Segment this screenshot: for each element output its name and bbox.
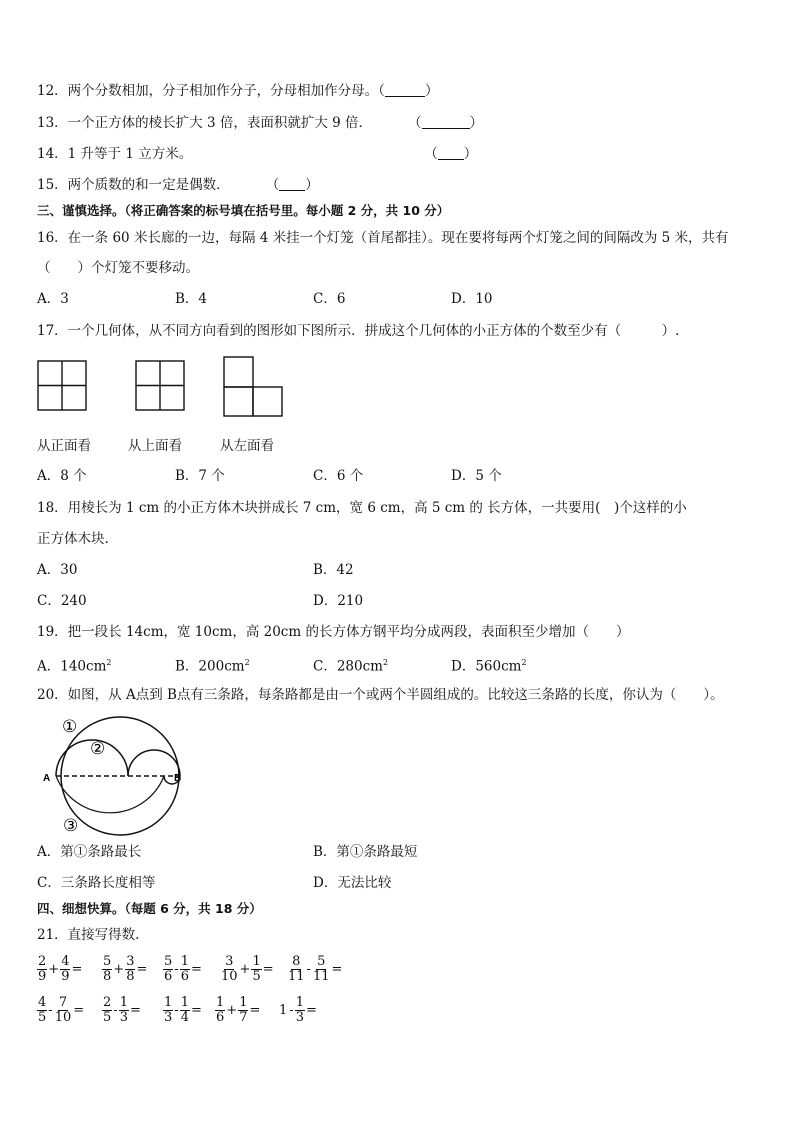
q16-option-a: A．3 bbox=[37, 291, 69, 307]
numerator: 5 bbox=[317, 954, 326, 969]
fraction bbox=[102, 955, 112, 984]
denominator: 3 bbox=[164, 1010, 173, 1025]
path-1-label: ① bbox=[62, 717, 78, 737]
denominator: 9 bbox=[38, 969, 47, 984]
path-2-label: ② bbox=[90, 739, 106, 759]
numerator: 5 bbox=[164, 954, 173, 969]
fraction bbox=[37, 996, 47, 1025]
q19-option-b: B．$200cm^2$ bbox=[175, 658, 250, 675]
operator: + bbox=[48, 962, 60, 977]
numerator: 3 bbox=[225, 954, 234, 969]
operator: - bbox=[48, 1003, 53, 1018]
q19-option-d: D．$560cm^2$ bbox=[451, 658, 527, 675]
top-view-figure bbox=[135, 360, 185, 412]
answer-blank bbox=[422, 115, 470, 129]
answer-blank bbox=[385, 83, 425, 97]
fraction bbox=[119, 996, 129, 1025]
front-view-label: 从正面看 bbox=[37, 438, 91, 454]
denominator: 5 bbox=[38, 1010, 47, 1025]
fraction bbox=[180, 996, 190, 1025]
q18-option-b: B．42 bbox=[313, 562, 354, 578]
question-18-line1: 18．用棱长为 1 cm 的小正方体木块拼成长 7 cm，宽 6 cm，高 5 cm 的 长方体，一共要用( )个这样的小 bbox=[37, 500, 687, 516]
question-19: 19．把一段长 14cm，宽 10cm，高 20cm 的长方体方钢平均分成两段，表面积至少增加（ ） bbox=[37, 624, 630, 640]
q17-option-c: C．6 个 bbox=[313, 468, 364, 484]
numerator: 1 bbox=[216, 995, 225, 1010]
question-18-line2: 正方体木块. bbox=[37, 531, 109, 547]
fraction-expression bbox=[215, 996, 261, 1025]
numerator: 1 bbox=[119, 995, 128, 1010]
fraction bbox=[163, 955, 173, 984]
q19-option-c: C．$280cm^2$ bbox=[313, 658, 389, 675]
equals-sign: = bbox=[262, 962, 274, 977]
operator: + bbox=[226, 1003, 238, 1018]
denominator: 8 bbox=[126, 969, 135, 984]
fraction-expression bbox=[278, 996, 318, 1025]
q17-option-a: A．8 个 bbox=[37, 468, 87, 484]
numerator: 4 bbox=[61, 954, 70, 969]
numerator: 5 bbox=[103, 954, 112, 969]
fraction-expression bbox=[163, 996, 203, 1025]
denominator: 5 bbox=[252, 969, 261, 984]
fraction-expression bbox=[287, 955, 343, 984]
q20-option-b: B．第①条路最短 bbox=[313, 844, 418, 860]
fraction-expression bbox=[37, 996, 85, 1025]
question-17: 17．一个几何体，从不同方向看到的图形如下图所示．拼成这个几何体的小正方体的个数至少有（ ）. bbox=[37, 323, 680, 339]
fraction bbox=[54, 996, 73, 1025]
operator: - bbox=[113, 1003, 118, 1018]
denominator: 10 bbox=[221, 969, 238, 984]
denominator: 6 bbox=[164, 969, 173, 984]
equals-sign: = bbox=[190, 962, 202, 977]
q16-option-b: B．4 bbox=[175, 291, 208, 307]
denominator: 11 bbox=[312, 969, 330, 984]
denominator: 6 bbox=[180, 969, 189, 984]
path-3-label: ③ bbox=[63, 816, 79, 836]
denominator: 8 bbox=[103, 969, 112, 984]
q17-option-d: D．5 个 bbox=[451, 468, 502, 484]
q20-option-d: D．无法比较 bbox=[313, 875, 392, 891]
denominator: 4 bbox=[180, 1010, 189, 1025]
fraction-expression bbox=[37, 955, 83, 984]
denominator: 3 bbox=[119, 1010, 128, 1025]
numerator: 1 bbox=[180, 954, 189, 969]
equals-sign: = bbox=[129, 1003, 141, 1018]
q18-option-a: A．30 bbox=[37, 562, 78, 578]
equals-sign: = bbox=[249, 1003, 261, 1018]
fraction bbox=[312, 955, 331, 984]
question-13: 13．一个正方体的棱长扩大 3 倍，表面积就扩大 9 倍． （ ） bbox=[37, 115, 484, 131]
question-15: 15．两个质数的和一定是偶数． （ ） bbox=[37, 177, 319, 193]
fraction bbox=[163, 996, 173, 1025]
operator: - bbox=[306, 962, 311, 977]
fraction bbox=[238, 996, 248, 1025]
numerator: 1 bbox=[252, 954, 261, 969]
q16-option-d: D．10 bbox=[451, 291, 493, 307]
equals-sign: = bbox=[71, 962, 83, 977]
section-4-heading: 四、细想快算。（每题 6 分，共 18 分） bbox=[37, 901, 262, 916]
fraction-expression bbox=[163, 955, 203, 984]
fraction bbox=[180, 955, 190, 984]
equals-sign: = bbox=[73, 1003, 85, 1018]
numerator: 2 bbox=[103, 995, 112, 1010]
fraction bbox=[220, 955, 239, 984]
question-14: 14．1 升等于 1 立方米。 （ ） bbox=[37, 146, 478, 162]
fraction bbox=[215, 996, 225, 1025]
equals-sign: = bbox=[331, 962, 343, 977]
point-b-label: B bbox=[174, 773, 182, 784]
whole-number: 1 bbox=[279, 1003, 288, 1018]
numerator: 4 bbox=[38, 995, 47, 1010]
front-view-figure bbox=[37, 360, 87, 412]
equals-sign: = bbox=[305, 1003, 317, 1018]
operator: - bbox=[174, 1003, 179, 1018]
denominator: 11 bbox=[288, 969, 305, 984]
fraction bbox=[37, 955, 47, 984]
operator: - bbox=[289, 1003, 294, 1018]
numerator: 1 bbox=[239, 995, 248, 1010]
question-20: 20．如图，从 A点到 B点有三条路，每条路都是由一个或两个半圆组成的。比较这三条路的长度，你认为（ ）。 bbox=[37, 687, 724, 703]
numerator: 1 bbox=[180, 995, 189, 1010]
numerator: 2 bbox=[38, 954, 47, 969]
numerator: 1 bbox=[164, 995, 173, 1010]
q18-option-c: C．240 bbox=[37, 593, 87, 609]
numerator: 3 bbox=[126, 954, 135, 969]
question-16-line1: 16．在一条 60 米长廊的一边，每隔 4 米挂一个灯笼（首尾都挂）。现在要将每两个灯笼之间的间隔改为 5 米，共有 bbox=[37, 230, 729, 246]
top-view-label: 从上面看 bbox=[128, 438, 182, 454]
equals-sign: = bbox=[136, 962, 148, 977]
left-view-figure bbox=[223, 356, 285, 418]
fraction bbox=[251, 955, 261, 984]
point-a-label: A bbox=[43, 773, 51, 784]
paths-diagram bbox=[36, 714, 186, 836]
operator: + bbox=[113, 962, 125, 977]
q16-option-c: C．6 bbox=[313, 291, 346, 307]
fraction bbox=[295, 996, 305, 1025]
q19-option-a: A．$140cm^2$ bbox=[37, 658, 112, 675]
operator: - bbox=[174, 962, 179, 977]
denominator: 10 bbox=[54, 1010, 72, 1025]
left-view-label: 从左面看 bbox=[220, 438, 274, 454]
equals-sign: = bbox=[190, 1003, 202, 1018]
numerator: 8 bbox=[292, 954, 301, 969]
denominator: 3 bbox=[295, 1010, 304, 1025]
fraction-expression bbox=[220, 955, 275, 984]
q17-option-b: B．7 个 bbox=[175, 468, 225, 484]
fraction-expression bbox=[102, 996, 142, 1025]
q18-option-d: D．210 bbox=[313, 593, 364, 609]
denominator: 7 bbox=[239, 1010, 248, 1025]
answer-blank bbox=[279, 177, 305, 191]
denominator: 6 bbox=[216, 1010, 225, 1025]
question-21: 21．直接写得数. bbox=[37, 927, 140, 943]
fraction bbox=[102, 996, 112, 1025]
section-3-heading: 三、谨慎选择。（将正确答案的标号填在括号里。每小题 2 分，共 10 分） bbox=[37, 203, 450, 218]
q20-option-a: A．第①条路最长 bbox=[37, 844, 142, 860]
answer-blank bbox=[438, 146, 464, 160]
numerator: 1 bbox=[295, 995, 304, 1010]
numerator: 7 bbox=[58, 995, 68, 1010]
question-16-line2: （ ）个灯笼不要移动。 bbox=[37, 260, 199, 276]
denominator: 9 bbox=[61, 969, 70, 984]
fraction bbox=[125, 955, 135, 984]
q20-option-c: C．三条路长度相等 bbox=[37, 875, 156, 891]
fraction bbox=[287, 955, 306, 984]
denominator: 5 bbox=[103, 1010, 112, 1025]
operator: + bbox=[239, 962, 251, 977]
fraction-expression bbox=[102, 955, 148, 984]
question-12: 12．两个分数相加，分子相加作分子，分母相加作分母。（ ） bbox=[37, 83, 439, 99]
fraction bbox=[60, 955, 70, 984]
